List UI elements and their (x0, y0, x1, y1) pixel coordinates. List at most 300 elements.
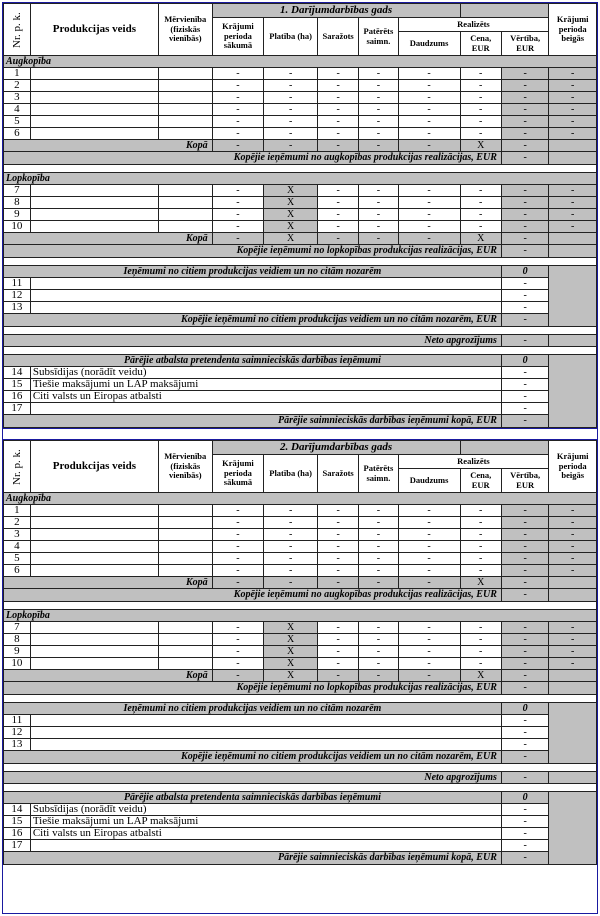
cell-value[interactable]: - (501, 646, 549, 658)
cell-value[interactable]: - (460, 185, 501, 197)
cell-empty[interactable] (549, 577, 597, 589)
row-number: 12 (4, 290, 31, 302)
cell-empty[interactable] (30, 68, 158, 80)
cell-value[interactable]: - (359, 128, 398, 140)
cell-value[interactable]: - (212, 185, 264, 197)
cell-empty[interactable] (30, 185, 158, 197)
cell-empty[interactable] (30, 634, 158, 646)
cell-empty[interactable] (549, 245, 597, 258)
cell-value[interactable]: - (398, 209, 460, 221)
cell-value[interactable]: - (359, 529, 398, 541)
cell-value[interactable]: - (501, 403, 549, 415)
cell-value[interactable]: - (501, 197, 549, 209)
cell-value[interactable]: - (212, 634, 264, 646)
cell-value[interactable]: - (212, 577, 264, 589)
cell-value[interactable]: - (549, 634, 597, 646)
cell-value[interactable]: - (359, 233, 398, 245)
cell-value[interactable]: - (398, 517, 460, 529)
cell-value[interactable]: - (398, 140, 460, 152)
cell-empty[interactable] (158, 565, 212, 577)
cell-empty[interactable] (30, 727, 501, 739)
cell-value[interactable]: - (501, 739, 549, 751)
row-number: 12 (4, 727, 31, 739)
cell-value[interactable]: - (398, 634, 460, 646)
cell-value[interactable]: - (460, 553, 501, 565)
cell-value[interactable]: - (398, 658, 460, 670)
cell-empty[interactable] (158, 68, 212, 80)
cell-value[interactable]: - (398, 221, 460, 233)
cell-empty[interactable] (30, 529, 158, 541)
cell-empty[interactable] (158, 92, 212, 104)
cell-value[interactable]: - (212, 104, 264, 116)
cell-empty[interactable] (158, 104, 212, 116)
cell-value[interactable]: - (359, 670, 398, 682)
col-unit: Mērvienība (fiziskās vienībās) (158, 4, 212, 56)
cell-value[interactable]: - (398, 505, 460, 517)
cell-value[interactable]: - (317, 209, 358, 221)
cell-empty[interactable] (549, 140, 597, 152)
cell-value[interactable]: - (460, 565, 501, 577)
cell-value[interactable]: - (212, 565, 264, 577)
cell-empty[interactable] (158, 541, 212, 553)
cell-value[interactable]: - (359, 658, 398, 670)
cell-value[interactable]: - (501, 221, 549, 233)
cell-empty[interactable] (549, 670, 597, 682)
cell-value[interactable]: - (549, 92, 597, 104)
col-price: Cena, EUR (460, 469, 501, 493)
cell-value[interactable]: - (460, 92, 501, 104)
cell-empty[interactable] (549, 152, 597, 165)
cell-value[interactable]: - (549, 529, 597, 541)
cell-empty[interactable] (30, 80, 158, 92)
cell-value[interactable]: - (212, 92, 264, 104)
cell-empty[interactable] (30, 104, 158, 116)
cell-x: X (264, 646, 318, 658)
cell-empty[interactable] (30, 553, 158, 565)
net-turnover-label: Neto apgrozījums (4, 335, 502, 347)
cell-empty[interactable] (30, 197, 158, 209)
cell-value[interactable]: - (460, 116, 501, 128)
cell-value[interactable]: - (317, 505, 358, 517)
col-consumed: Patērēts saimn. (359, 455, 398, 493)
cell-value[interactable]: - (264, 517, 318, 529)
cell-value[interactable]: - (398, 541, 460, 553)
cell-empty[interactable] (30, 646, 158, 658)
cell-value[interactable]: - (549, 565, 597, 577)
cell-empty[interactable] (30, 128, 158, 140)
cell-value[interactable]: - (501, 314, 549, 327)
cell-empty[interactable] (158, 197, 212, 209)
cell-value[interactable]: - (501, 245, 549, 258)
cell-empty[interactable] (30, 541, 158, 553)
cell-value[interactable]: - (549, 553, 597, 565)
cell-value[interactable]: - (317, 622, 358, 634)
cell-empty[interactable] (30, 92, 158, 104)
cell-value[interactable]: - (501, 140, 549, 152)
cell-value[interactable]: - (398, 116, 460, 128)
cell-value[interactable]: - (317, 646, 358, 658)
cell-value[interactable]: - (359, 553, 398, 565)
cell-empty[interactable] (158, 646, 212, 658)
col-area: Platība (ha) (264, 455, 318, 493)
cell-value[interactable]: - (460, 68, 501, 80)
cell-value[interactable]: - (317, 553, 358, 565)
cell-value[interactable]: - (317, 197, 358, 209)
cell-value[interactable]: - (398, 565, 460, 577)
cell-empty[interactable] (30, 715, 501, 727)
cell-empty[interactable] (158, 658, 212, 670)
cell-value[interactable]: - (212, 622, 264, 634)
cell-empty[interactable] (30, 302, 501, 314)
cell-value[interactable]: - (264, 104, 318, 116)
cell-empty[interactable] (30, 622, 158, 634)
cell-value[interactable]: - (317, 80, 358, 92)
row-number: 10 (4, 658, 31, 670)
cell-x: X (264, 209, 318, 221)
support-header-value: 0 (501, 792, 549, 804)
cell-value[interactable]: - (317, 658, 358, 670)
cell-empty[interactable] (549, 772, 597, 784)
section-horticulture: Augkopība (4, 56, 597, 68)
cell-value[interactable]: - (212, 505, 264, 517)
cell-value[interactable]: - (317, 140, 358, 152)
cell-value[interactable]: - (549, 209, 597, 221)
cell-value[interactable]: - (359, 185, 398, 197)
cell-value[interactable]: - (549, 116, 597, 128)
cell-value[interactable]: - (398, 553, 460, 565)
cell-value[interactable]: - (398, 646, 460, 658)
cell-empty[interactable] (158, 185, 212, 197)
cell-value[interactable]: - (501, 233, 549, 245)
cell-empty[interactable] (158, 553, 212, 565)
cell-value[interactable]: - (501, 116, 549, 128)
support-row-label: Tiešie maksājumi un LAP maksājumi (30, 816, 501, 828)
cell-value[interactable]: - (264, 80, 318, 92)
cell-value[interactable]: - (317, 529, 358, 541)
cell-value[interactable]: - (398, 197, 460, 209)
cell-value[interactable]: - (549, 658, 597, 670)
cell-value[interactable]: - (501, 658, 549, 670)
cell-value[interactable]: - (549, 68, 597, 80)
cell-value[interactable]: - (501, 415, 549, 428)
cell-value[interactable]: - (501, 391, 549, 403)
cell-empty[interactable] (158, 209, 212, 221)
cell-value[interactable]: - (212, 646, 264, 658)
cell-empty[interactable] (30, 209, 158, 221)
cell-value[interactable]: - (501, 553, 549, 565)
cell-value[interactable]: - (460, 209, 501, 221)
cell-value[interactable]: - (501, 185, 549, 197)
cell-x: X (264, 221, 318, 233)
cell-value[interactable]: - (212, 529, 264, 541)
cell-empty[interactable] (158, 80, 212, 92)
cell-value[interactable]: - (549, 104, 597, 116)
cell-value[interactable]: - (501, 828, 549, 840)
cell-value[interactable]: - (501, 302, 549, 314)
cell-empty[interactable] (549, 589, 597, 602)
section-livestock: Lopkopība (4, 610, 597, 622)
cell-value[interactable]: - (501, 634, 549, 646)
cell-value[interactable]: - (317, 565, 358, 577)
hort-income-label: Kopējie ieņēmumi no augkopības produkcijas realizācijas, EUR (4, 152, 502, 165)
cell-value[interactable]: - (212, 128, 264, 140)
cell-value[interactable]: - (264, 68, 318, 80)
cell-value[interactable]: - (501, 278, 549, 290)
cell-value[interactable]: - (264, 541, 318, 553)
col-stock-end: Krājumi perioda beigās (549, 441, 597, 493)
cell-value[interactable]: - (460, 517, 501, 529)
cell-value[interactable]: - (460, 541, 501, 553)
cell-value[interactable]: - (460, 221, 501, 233)
cell-value[interactable]: - (398, 68, 460, 80)
cell-value[interactable]: - (549, 80, 597, 92)
cell-value[interactable]: - (398, 80, 460, 92)
cell-value[interactable]: - (460, 622, 501, 634)
cell-empty[interactable] (158, 221, 212, 233)
cell-value[interactable]: - (398, 622, 460, 634)
cell-empty[interactable] (30, 116, 158, 128)
cell-empty[interactable] (30, 221, 158, 233)
cell-value[interactable]: - (317, 104, 358, 116)
cell-value[interactable]: - (359, 577, 398, 589)
cell-value[interactable]: - (398, 104, 460, 116)
cell-value[interactable]: - (359, 634, 398, 646)
cell-value[interactable]: - (501, 541, 549, 553)
cell-value[interactable]: - (359, 517, 398, 529)
cell-value[interactable]: - (317, 577, 358, 589)
cell-value[interactable]: - (501, 670, 549, 682)
cell-value[interactable]: - (264, 565, 318, 577)
cell-value[interactable]: - (359, 622, 398, 634)
row-number: 13 (4, 302, 31, 314)
cell-empty[interactable] (30, 505, 158, 517)
cell-value[interactable]: - (359, 140, 398, 152)
cell-empty[interactable] (30, 658, 158, 670)
cell-value[interactable]: - (501, 104, 549, 116)
row-number: 4 (4, 541, 31, 553)
cell-value[interactable]: - (359, 197, 398, 209)
cell-value[interactable]: - (501, 68, 549, 80)
cell-value[interactable]: - (501, 727, 549, 739)
cell-value[interactable]: - (460, 104, 501, 116)
cell-value[interactable]: - (264, 116, 318, 128)
cell-value[interactable]: - (398, 577, 460, 589)
cell-value[interactable]: - (549, 517, 597, 529)
row-number: 8 (4, 634, 31, 646)
cell-value[interactable]: - (501, 565, 549, 577)
cell-empty[interactable] (158, 505, 212, 517)
cell-value[interactable]: - (501, 816, 549, 828)
cell-value[interactable]: - (460, 658, 501, 670)
cell-value[interactable]: - (212, 658, 264, 670)
cell-value[interactable]: - (264, 529, 318, 541)
cell-value[interactable]: - (398, 185, 460, 197)
cell-empty[interactable] (549, 682, 597, 695)
cell-value[interactable]: - (212, 209, 264, 221)
cell-value[interactable]: - (359, 541, 398, 553)
cell-x: X (264, 634, 318, 646)
cell-value[interactable]: - (501, 152, 549, 165)
cell-value[interactable]: - (501, 852, 549, 865)
col-realized: Realizēts (398, 455, 549, 469)
cell-value[interactable]: - (460, 505, 501, 517)
cell-value[interactable]: - (501, 715, 549, 727)
cell-value[interactable]: - (359, 221, 398, 233)
cell-value[interactable]: - (212, 233, 264, 245)
cell-value[interactable]: - (359, 80, 398, 92)
cell-value[interactable]: - (317, 92, 358, 104)
cell-value[interactable]: - (212, 140, 264, 152)
cell-value[interactable]: - (212, 68, 264, 80)
cell-value[interactable]: - (359, 209, 398, 221)
cell-value[interactable]: - (501, 335, 549, 347)
cell-empty[interactable] (158, 634, 212, 646)
cell-empty[interactable] (158, 128, 212, 140)
year-table (3, 3, 597, 428)
section-livestock: Lopkopība (4, 173, 597, 185)
cell-value[interactable]: - (317, 541, 358, 553)
cell-value[interactable]: - (264, 577, 318, 589)
cell-value[interactable]: - (264, 128, 318, 140)
cell-value[interactable]: - (264, 140, 318, 152)
cell-value[interactable]: - (398, 529, 460, 541)
cell-empty[interactable] (549, 335, 597, 347)
cell-empty[interactable] (30, 517, 158, 529)
other-income-label: Kopējie ieņēmumi no citiem produkcijas veidiem un no citām nozarēm, EUR (4, 314, 502, 327)
cell-value[interactable]: - (317, 233, 358, 245)
cell-value[interactable]: - (359, 505, 398, 517)
row-number: 1 (4, 68, 31, 80)
cell-value[interactable]: - (212, 197, 264, 209)
cell-value[interactable]: - (501, 529, 549, 541)
cell-value[interactable]: - (460, 646, 501, 658)
cell-value[interactable]: - (359, 104, 398, 116)
cell-value[interactable]: - (501, 517, 549, 529)
cell-value[interactable]: - (317, 128, 358, 140)
cell-value[interactable]: - (549, 128, 597, 140)
cell-value[interactable]: - (359, 116, 398, 128)
cell-value[interactable]: - (212, 80, 264, 92)
cell-value[interactable]: - (359, 646, 398, 658)
cell-value[interactable]: - (264, 553, 318, 565)
cell-value[interactable]: - (549, 185, 597, 197)
cell-value[interactable]: - (460, 634, 501, 646)
col-unit: Mērvienība (fiziskās vienībās) (158, 441, 212, 493)
cell-value[interactable]: - (549, 646, 597, 658)
cell-value[interactable]: - (501, 804, 549, 816)
support-total-label: Pārējie saimnieciskās darbības ieņēmumi kopā, EUR (4, 852, 502, 865)
cell-empty[interactable] (30, 278, 501, 290)
cell-value[interactable]: - (317, 221, 358, 233)
col-stock-start: Krājumi perioda sākumā (212, 455, 264, 493)
cell-empty[interactable] (549, 233, 597, 245)
cell-value[interactable]: - (398, 233, 460, 245)
cell-value[interactable]: - (317, 634, 358, 646)
support-row-label: Subsīdijas (norādīt veidu) (30, 804, 501, 816)
cell-value[interactable]: - (398, 128, 460, 140)
cell-value[interactable]: - (359, 92, 398, 104)
cell-value[interactable]: - (460, 197, 501, 209)
cell-value[interactable]: - (460, 529, 501, 541)
cell-value[interactable]: - (317, 670, 358, 682)
cell-value[interactable]: - (212, 221, 264, 233)
cell-value[interactable]: - (501, 209, 549, 221)
cell-value[interactable]: - (212, 116, 264, 128)
cell-value[interactable]: - (501, 589, 549, 602)
cell-value[interactable]: - (501, 367, 549, 379)
row-number: 9 (4, 646, 31, 658)
cell-value[interactable]: - (317, 185, 358, 197)
cell-value[interactable]: - (501, 505, 549, 517)
cell-value[interactable]: - (264, 505, 318, 517)
cell-empty[interactable] (30, 565, 158, 577)
hort-income-label: Kopējie ieņēmumi no augkopības produkcijas realizācijas, EUR (4, 589, 502, 602)
cell-value[interactable]: - (264, 92, 318, 104)
cell-value[interactable]: - (359, 565, 398, 577)
row-number: 1 (4, 505, 31, 517)
cell-empty[interactable] (30, 290, 501, 302)
cell-value[interactable]: - (398, 670, 460, 682)
row-number: 15 (4, 816, 31, 828)
other-header: Ieņēmumi no citiem produkcijas veidiem un no citām nozarēm (4, 266, 502, 278)
cell-value[interactable]: - (501, 751, 549, 764)
cell-value[interactable]: - (501, 840, 549, 852)
row-number: 3 (4, 92, 31, 104)
livestock-income-label: Kopējie ieņēmumi no lopkopības produkcijas realizācijas, EUR (4, 245, 502, 258)
cell-value[interactable]: - (501, 379, 549, 391)
cell-value[interactable]: - (501, 772, 549, 784)
cell-value[interactable]: - (549, 541, 597, 553)
cell-value[interactable]: - (212, 541, 264, 553)
cell-value[interactable]: - (549, 197, 597, 209)
cell-value[interactable]: - (549, 622, 597, 634)
row-number: 2 (4, 80, 31, 92)
cell-value[interactable]: - (501, 80, 549, 92)
support-header: Pārējie atbalsta pretendenta saimnieciskās darbības ieņēmumi (4, 355, 502, 367)
cell-value[interactable]: - (460, 80, 501, 92)
cell-value[interactable]: - (501, 577, 549, 589)
cell-value[interactable]: - (212, 553, 264, 565)
cell-value[interactable]: - (359, 68, 398, 80)
row-number: 4 (4, 104, 31, 116)
col-value: Vērtība, EUR (501, 32, 549, 56)
cell-empty[interactable] (158, 517, 212, 529)
cell-value[interactable]: - (501, 92, 549, 104)
year-title: 2. Darījumdarbības gads (212, 441, 460, 455)
cell-value[interactable]: - (398, 92, 460, 104)
row-number: 16 (4, 391, 31, 403)
cell-x: X (264, 670, 318, 682)
cell-empty[interactable] (158, 116, 212, 128)
cell-value[interactable]: - (212, 670, 264, 682)
cell-empty[interactable] (158, 622, 212, 634)
cell-value[interactable]: - (549, 221, 597, 233)
cell-value[interactable]: - (501, 128, 549, 140)
cell-value[interactable]: - (501, 682, 549, 695)
support-row-label (30, 403, 501, 415)
cell-value[interactable]: - (317, 68, 358, 80)
cell-value[interactable]: - (460, 128, 501, 140)
cell-empty[interactable] (30, 739, 501, 751)
cell-value[interactable]: - (549, 505, 597, 517)
cell-value[interactable]: - (212, 517, 264, 529)
block-separator (3, 428, 597, 440)
cell-empty[interactable] (158, 529, 212, 541)
cell-value[interactable]: - (317, 517, 358, 529)
cell-value[interactable]: - (501, 622, 549, 634)
cell-value[interactable]: - (317, 116, 358, 128)
cell-value[interactable]: - (501, 290, 549, 302)
